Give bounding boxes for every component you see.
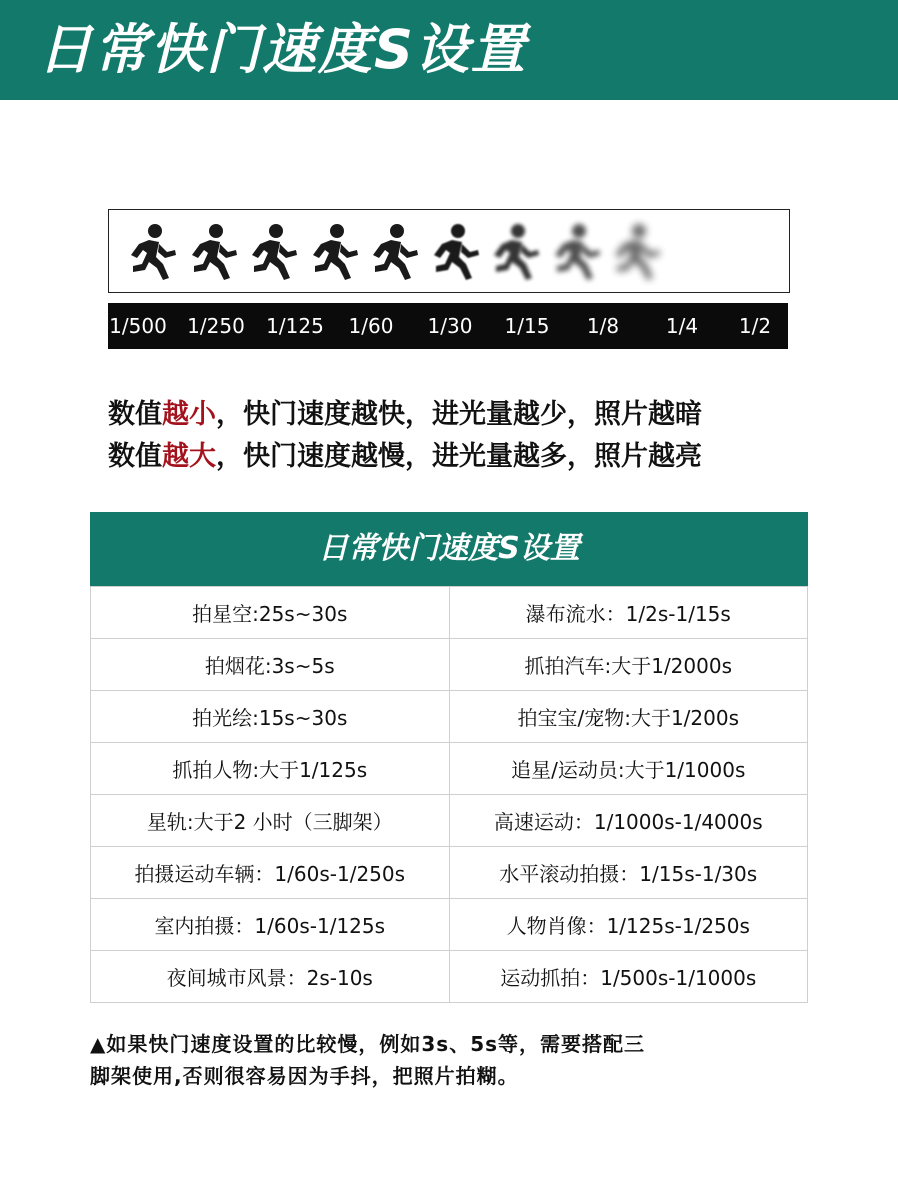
settings-table [90,512,808,1003]
table-cell: 夜间城市风景：2s-10s [91,951,450,1003]
table-cell: 拍烟花:3s~5s [91,639,450,691]
table-cell: 拍光绘:15s~30s [91,691,450,743]
shutter-speed-label: 1/8 [586,314,620,338]
running-person-icon [184,222,240,282]
description-1-suffix: ，快门速度越快，进光量越少，照片越暗 [216,399,702,430]
table-row [91,847,808,899]
table-cell: 拍星空:25s~30s [91,587,450,639]
table-cell: 抓拍人物:大于1/125s [91,743,450,795]
settings-grid [90,586,808,1003]
table-cell: 高速运动：1/1000s-1/4000s [449,795,808,847]
shutter-speed-label: 1/500 [109,314,167,338]
table-cell: 运动抓拍：1/500s-1/1000s [449,951,808,1003]
shutter-speed-scale [108,303,788,349]
runner-motion-strip [108,209,790,293]
table-cell: 拍摄运动车辆：1/60s-1/250s [91,847,450,899]
table-cell: 抓拍汽车:大于1/2000s [449,639,808,691]
table-cell: 追星/运动员:大于1/1000s [449,743,808,795]
running-person-icon [607,222,663,282]
table-cell: 星轨:大于2 小时（三脚架） [91,795,450,847]
description-1-prefix: 数值 [108,399,162,430]
shutter-speed-label: 1/60 [348,314,394,338]
table-row [91,587,808,639]
table-row [91,639,808,691]
shutter-speed-label: 1/125 [266,314,324,338]
note-line-1: ▲如果快门速度设置的比较慢，例如3s、5s等，需要搭配三 [90,1032,646,1056]
table-title: 日常快门速度S设置 [90,512,808,586]
description-line-1 [108,392,702,431]
table-cell: 瀑布流水：1/2s-1/15s [449,587,808,639]
page-title: 日常快门速度S设置 [38,18,527,81]
header-banner [0,0,898,100]
shutter-speed-label: 1/15 [504,314,550,338]
shutter-speed-label: 1/4 [665,314,699,338]
tripod-note [90,1028,790,1092]
table-cell: 水平滚动拍摄：1/15s-1/30s [449,847,808,899]
shutter-speed-label: 1/30 [427,314,473,338]
running-person-icon [244,222,300,282]
description-line-2 [108,434,702,473]
running-person-icon [123,222,179,282]
description-2-emphasis: 越大 [162,441,216,472]
table-row [91,951,808,1003]
running-person-icon [547,222,603,282]
running-person-icon [305,222,361,282]
table-row [91,795,808,847]
running-person-icon [365,222,421,282]
running-person-icon [426,222,482,282]
description-2-prefix: 数值 [108,441,162,472]
running-person-icon [486,222,542,282]
table-cell: 室内拍摄：1/60s-1/125s [91,899,450,951]
table-row [91,691,808,743]
description-2-suffix: ，快门速度越慢，进光量越多，照片越亮 [216,441,702,472]
table-cell: 拍宝宝/宠物:大于1/200s [449,691,808,743]
shutter-speed-label: 1/2 [738,314,772,338]
table-row [91,899,808,951]
shutter-speed-label: 1/250 [187,314,245,338]
table-row [91,743,808,795]
table-cell: 人物肖像：1/125s-1/250s [449,899,808,951]
description-1-emphasis: 越小 [162,399,216,430]
note-line-2: 脚架使用,否则很容易因为手抖，把照片拍糊。 [90,1064,519,1088]
